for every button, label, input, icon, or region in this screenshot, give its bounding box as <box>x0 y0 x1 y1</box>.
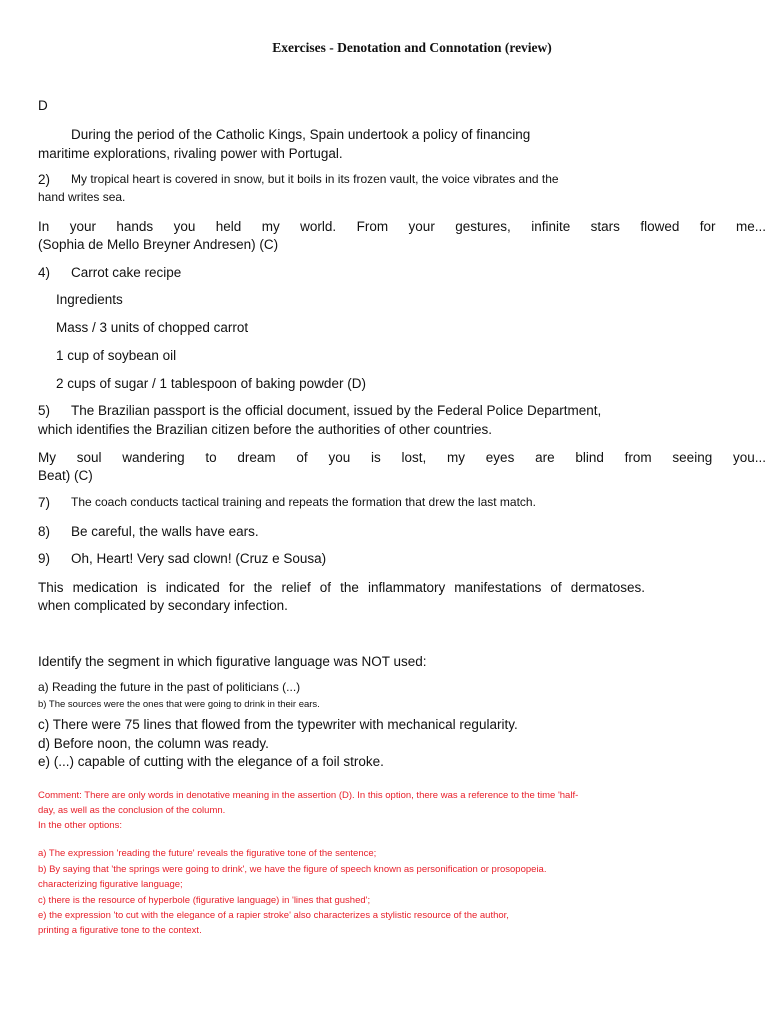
item-5-line-2: which identifies the Brazilian citizen before the authorities of other countries. <box>38 422 492 437</box>
recipe-line-sugar: 2 cups of sugar / 1 tablespoon of baking powder (D) <box>56 376 366 391</box>
page-title: Exercises - Denotation and Connotation (review) <box>272 40 552 55</box>
item-3-line-1: In your hands you held my world. From your gestures, infinite stars flowed for me... <box>38 219 766 234</box>
item-5-line-1: The Brazilian passport is the official document, issued by the Federal Police Department, <box>71 403 602 418</box>
item-7-text: The coach conducts tactical training and repeats the formation that drew the last match. <box>71 495 536 509</box>
comment-line-7: c) there is the resource of hyperbole (figurative language) in 'lines that gushed'; <box>38 895 371 906</box>
item-3-line-2: (Sophia de Mello Breyner Andresen) (C) <box>38 237 279 252</box>
item-4-title: Carrot cake recipe <box>71 265 182 280</box>
option-c: c) There were 75 lines that flowed from the typewriter with mechanical regularity. <box>38 717 518 732</box>
item-7-number: 7) <box>38 495 51 510</box>
item-8-text: Be careful, the walls have ears. <box>71 524 259 539</box>
item-9-number: 9) <box>38 551 51 566</box>
recipe-line-mass: Mass / 3 units of chopped carrot <box>56 320 249 335</box>
comment-line-2: day, as well as the conclusion of the column. <box>38 805 226 816</box>
comment-line-1: Comment: There are only words in denotative meaning in the assertion (D). In this option, there was a reference to the time 'half- <box>38 790 579 801</box>
option-b: b) The sources were the ones that were going to drink in their ears. <box>38 699 320 710</box>
recipe-line-ingredients: Ingredients <box>56 292 123 307</box>
item-2-number: 2) <box>38 172 51 187</box>
comment-line-8: e) the expression 'to cut with the elegance of a rapier stroke' also characterizes a stylistic resource of the author, <box>38 910 509 921</box>
comment-line-6: characterizing figurative language; <box>38 879 183 890</box>
comment-line-4: a) The expression 'reading the future' reveals the figurative tone of the sentence; <box>38 848 377 859</box>
item-1-line-2: maritime explorations, rivaling power with Portugal. <box>38 146 343 161</box>
comment-line-9: printing a figurative tone to the context. <box>38 925 202 936</box>
recipe-line-oil: 1 cup of soybean oil <box>56 348 177 363</box>
item-10-line-2: when complicated by secondary infection. <box>38 598 288 613</box>
comment-line-5: b) By saying that 'the springs were going to drink', we have the figure of speech known as personification or prosopopeia. <box>38 864 547 875</box>
item-10-line-1: This medication is indicated for the relief of the inflammatory manifestations of dermatoses. <box>38 580 645 595</box>
item-2-line-2: hand writes sea. <box>38 190 126 204</box>
option-d: d) Before noon, the column was ready. <box>38 736 269 751</box>
item-6-line-2: Beat) (C) <box>38 468 93 483</box>
item-5-number: 5) <box>38 403 51 418</box>
item-1-label: D <box>38 98 48 113</box>
item-6-line-1: My soul wandering to dream of you is lost, my eyes are blind from seeing you... <box>38 450 766 465</box>
item-8-number: 8) <box>38 524 51 539</box>
item-4-number: 4) <box>38 265 51 280</box>
question-prompt: Identify the segment in which figurative language was NOT used: <box>38 654 427 669</box>
item-2-line-1: My tropical heart is covered in snow, but it boils in its frozen vault, the voice vibrates and the <box>71 172 559 186</box>
option-e: e) (...) capable of cutting with the elegance of a foil stroke. <box>38 754 384 769</box>
comment-line-3: In the other options: <box>38 820 122 831</box>
item-9-text: Oh, Heart! Very sad clown! (Cruz e Sousa) <box>71 551 327 566</box>
option-a: a) Reading the future in the past of politicians (...) <box>38 680 301 694</box>
item-1-line-1: During the period of the Catholic Kings, Spain undertook a policy of financing <box>71 127 531 142</box>
